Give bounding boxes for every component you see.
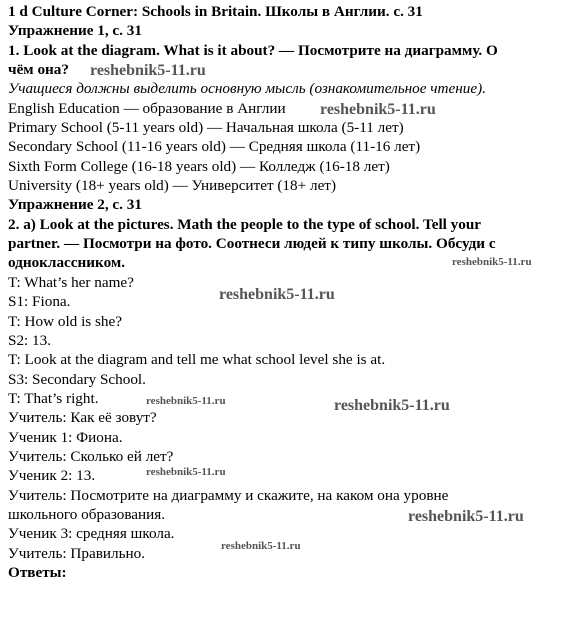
exercise-2-task-line-2: partner. — Посмотри на фото. Соотнеси людей к типу школы. Обсуди с — [8, 235, 496, 253]
exercise-2-task-line-3: одноклассником. — [8, 254, 126, 272]
answer-line-english-education: English Education — образование в Англии — [8, 99, 286, 117]
translation-line: Учитель: Сколько ей лет? — [8, 447, 174, 465]
exercise-1-instruction: Учащиеся должны выделить основную мысль (ознакомительное чтение). — [8, 80, 486, 98]
answer-line-secondary-school: Secondary School (11-16 years old) — Средняя школа (11-16 лет) — [8, 138, 421, 156]
watermark: reshebnik5-11.ru — [219, 286, 335, 303]
translation-line: Ученик 2: 13. — [8, 467, 96, 485]
exercise-2-task-line-1: 2. a) Look at the pictures. Math the people to the type of school. Tell your — [8, 215, 482, 233]
exercise-1-task-line-2: чём она? — [8, 61, 69, 79]
dialogue-line: T: That’s right. — [8, 389, 99, 407]
watermark: reshebnik5-11.ru — [146, 466, 226, 478]
watermark: reshebnik5-11.ru — [221, 540, 301, 552]
exercise-1-task-line-1: 1. Look at the diagram. What is it about? — Посмотрите на диаграмму. О — [8, 41, 498, 59]
watermark: reshebnik5-11.ru — [408, 508, 524, 525]
dialogue-line: T: How old is she? — [8, 312, 122, 330]
watermark: reshebnik5-11.ru — [334, 397, 450, 414]
dialogue-line: T: Look at the diagram and tell me what school level she is at. — [8, 351, 386, 369]
answer-line-primary-school: Primary School (5-11 years old) — Начальная школа (5-11 лет) — [8, 119, 404, 137]
translation-line: школьного образования. — [8, 505, 166, 523]
answer-line-university: University (18+ years old) — Университет (18+ лет) — [8, 177, 336, 195]
dialogue-line: S2: 13. — [8, 331, 52, 349]
translation-line: Учитель: Правильно. — [8, 544, 146, 562]
answers-heading: Ответы: — [8, 563, 67, 581]
watermark: reshebnik5-11.ru — [320, 101, 436, 118]
translation-line: Ученик 3: средняя школа. — [8, 525, 175, 543]
dialogue-line: S3: Secondary School. — [8, 370, 146, 388]
exercise-2-heading: Упражнение 2, с. 31 — [8, 196, 142, 214]
watermark: reshebnik5-11.ru — [90, 62, 206, 79]
dialogue-line: S1: Fiona. — [8, 293, 71, 311]
watermark: reshebnik5-11.ru — [146, 395, 226, 407]
translation-line: Ученик 1: Фиона. — [8, 428, 123, 446]
translation-line: Учитель: Посмотрите на диаграмму и скажите, на каком она уровне — [8, 486, 449, 504]
answer-line-sixth-form-college: Sixth Form College (16-18 years old) — Колледж (16-18 лет) — [8, 157, 390, 175]
exercise-1-heading: Упражнение 1, с. 31 — [8, 22, 142, 40]
translation-line: Учитель: Как её зовут? — [8, 409, 157, 427]
dialogue-line: T: What’s her name? — [8, 273, 134, 291]
page-heading: 1 d Culture Corner: Schools in Britain. Школы в Англии. с. 31 — [8, 3, 423, 20]
watermark: reshebnik5-11.ru — [452, 256, 532, 268]
